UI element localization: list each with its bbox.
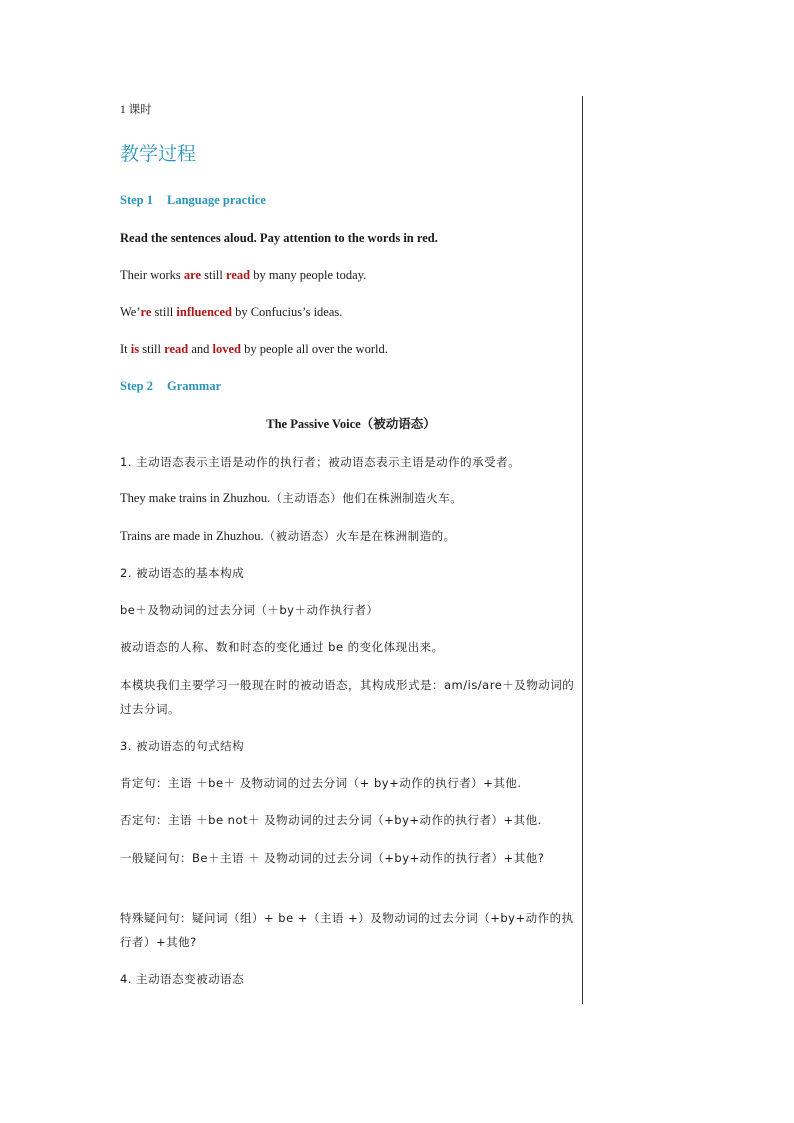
sentence-2-text-c: still xyxy=(151,305,177,319)
sentence-1-red-read: read xyxy=(226,268,251,282)
step1-name: Language practice xyxy=(167,193,266,207)
sentence-2-text-e: by Confucius’s ideas. xyxy=(231,305,343,319)
passive-formula: be＋及物动词的过去分词（＋by＋动作执行者） xyxy=(120,603,379,617)
period-label: 1 课时 xyxy=(120,104,152,116)
general-question-structure: 一般疑问句：Be＋主语 ＋ 及物动词的过去分词（+by+动作的执行者）+其他? xyxy=(120,851,545,865)
sentence-1-text-a: Their works xyxy=(120,268,184,282)
sentence-3-red-read: read xyxy=(164,342,189,356)
grammar-point-4: 4. 主动语态变被动语态 xyxy=(120,972,245,986)
passive-voice-heading: The Passive Voice（被动语态） xyxy=(266,417,436,431)
sentence-3-red-is: is xyxy=(130,342,140,356)
sentence-2-red-re: re xyxy=(140,305,152,319)
sentence-2 xyxy=(120,300,582,324)
affirmative-structure: 肯定句：主语 ＋be＋ 及物动词的过去分词（+ by+动作的执行者）+其他. xyxy=(120,776,522,790)
right-margin-rule xyxy=(582,96,583,1004)
sentence-1-text-e: by many people today. xyxy=(250,268,367,282)
sentence-1 xyxy=(120,263,582,287)
example-2-chinese: （被动语态）火车是在株洲制造的。 xyxy=(263,529,456,543)
example-2-english: Trains are made in Zhuzhou. xyxy=(120,529,264,543)
sentence-3-text-c: still xyxy=(139,342,165,356)
module-note: 本模块我们主要学习一般现在时的被动语态，其构成形式是：am/is/are＋及物动词的过去分词。 xyxy=(120,678,575,716)
grammar-point-3: 3. 被动语态的句式结构 xyxy=(120,739,245,753)
grammar-point-2: 2. 被动语态的基本构成 xyxy=(120,566,245,580)
step2-heading xyxy=(120,374,582,398)
sentence-2-red-influenced: influenced xyxy=(176,305,232,319)
step2-label: Step 2 xyxy=(120,379,153,393)
sentence-3 xyxy=(120,337,582,361)
sentence-3-red-loved: loved xyxy=(212,342,241,356)
example-1-chinese: （主动语态）他们在株洲制造火车。 xyxy=(270,491,463,505)
sentence-1-red-are: are xyxy=(183,268,201,282)
grammar-point-1: 1. 主动语态表示主语是动作的执行者；被动语态表示主语是动作的承受者。 xyxy=(120,455,521,469)
passive-note: 被动语态的人称、数和时态的变化通过 be 的变化体现出来。 xyxy=(120,640,444,654)
step1-heading xyxy=(120,188,582,212)
step2-name: Grammar xyxy=(167,379,222,393)
negative-structure: 否定句：主语 ＋be not＋ 及物动词的过去分词（+by+动作的执行者）+其他. xyxy=(120,813,542,827)
example-1-english: They make trains in Zhuzhou. xyxy=(120,491,271,505)
sentence-2-text-a: We’ xyxy=(120,305,141,319)
sentence-1-text-c: still xyxy=(201,268,227,282)
step1-label: Step 1 xyxy=(120,193,153,207)
step1-instruction: Read the sentences aloud. Pay attention to the words in red. xyxy=(120,231,438,245)
sentence-3-text-g: by people all over the world. xyxy=(241,342,388,356)
section-title: 教学过程 xyxy=(120,143,197,165)
example-1 xyxy=(120,486,582,510)
sentence-3-text-a: It xyxy=(120,342,131,356)
special-question-structure: 特殊疑问句：疑问词（组）+ be +（主语 +）及物动词的过去分词（+by+动作的执行者）+其他? xyxy=(120,911,574,949)
sentence-3-text-e: and xyxy=(188,342,213,356)
example-2 xyxy=(120,524,582,548)
